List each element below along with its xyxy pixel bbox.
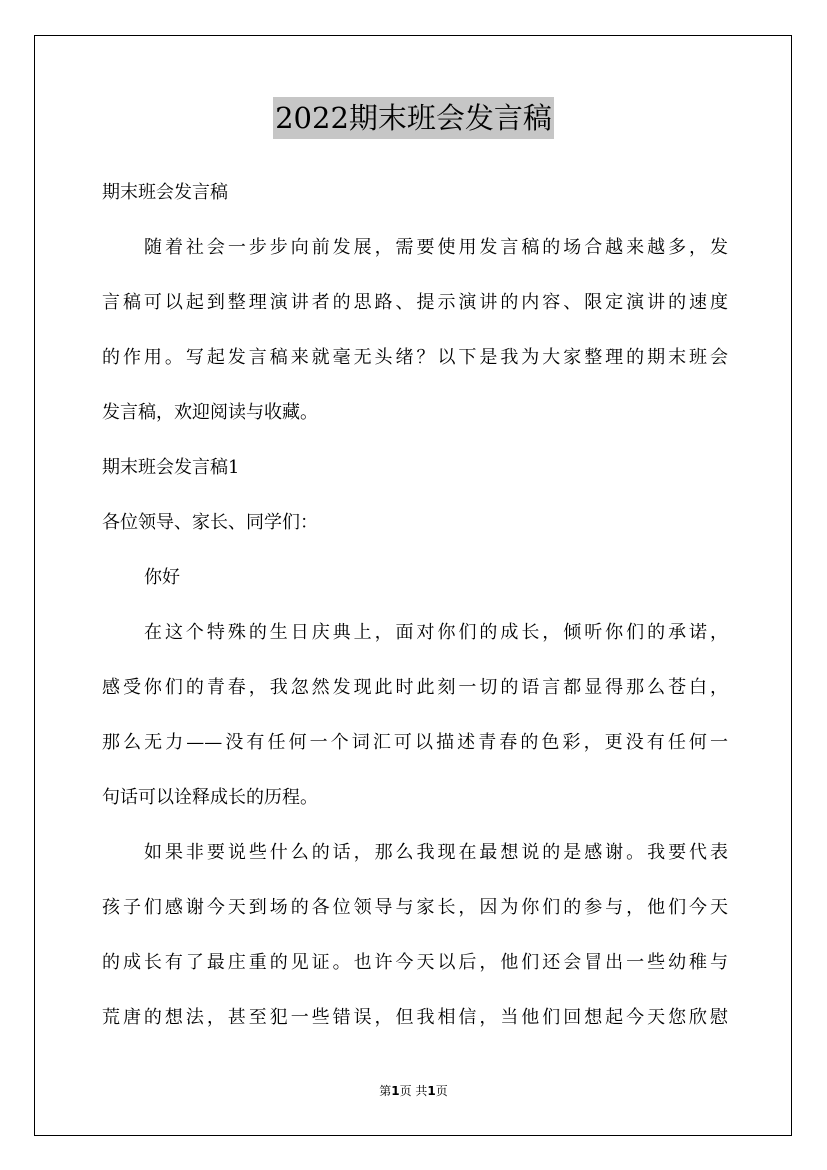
document-body [102,175,728,1055]
text-line: 期末班会发言稿1 [102,457,240,478]
text-line: 你好 [144,567,180,588]
text-line: 感受你们的青春，我忽然发现此时此刻一切的语言都显得那么苍白， [102,677,728,698]
text-line: 的成长有了最庄重的见证。也许今天以后，他们还会冒出一些幼稚与 [102,952,728,973]
text-line: 发言稿，欢迎阅读与收藏。 [102,402,318,423]
text-line: 如果非要说些什么的话，那么我现在最想说的是感谢。我要代表 [144,842,728,863]
text-line: 在这个特殊的生日庆典上，面对你们的成长，倾听你们的承诺， [144,622,728,643]
footer-page-number: 1 [391,1084,400,1098]
text-line: 的作用。写起发言稿来就毫无头绪？以下是我为大家整理的期末班会 [102,347,728,368]
text-line: 那么无力——没有任何一个词汇可以描述青春的色彩，更没有任何一 [102,732,728,753]
document-title: 2022期末班会发言稿 [273,97,554,139]
text-line: 各位领导、家长、同学们： [102,512,318,533]
footer-mid: 页 共 [399,1084,428,1098]
text-line: 随着社会一步步向前发展，需要使用发言稿的场合越来越多，发 [144,237,728,258]
text-line: 荒唐的想法，甚至犯一些错误，但我相信，当他们回想起今天您欣慰 [102,1007,728,1028]
text-line: 言稿可以起到整理演讲者的思路、提示演讲的内容、限定演讲的速度 [102,292,728,313]
footer-page-total: 1 [427,1084,436,1098]
footer-prefix: 第 [379,1084,392,1098]
footer-suffix: 页 [435,1084,448,1098]
text-line: 句话可以诠释成长的历程。 [102,787,318,808]
text-line: 期末班会发言稿 [102,182,228,203]
page-footer [0,1081,827,1101]
text-line: 孩子们感谢今天到场的各位领导与家长，因为你们的参与，他们今天 [102,897,728,918]
title-container [0,97,827,139]
